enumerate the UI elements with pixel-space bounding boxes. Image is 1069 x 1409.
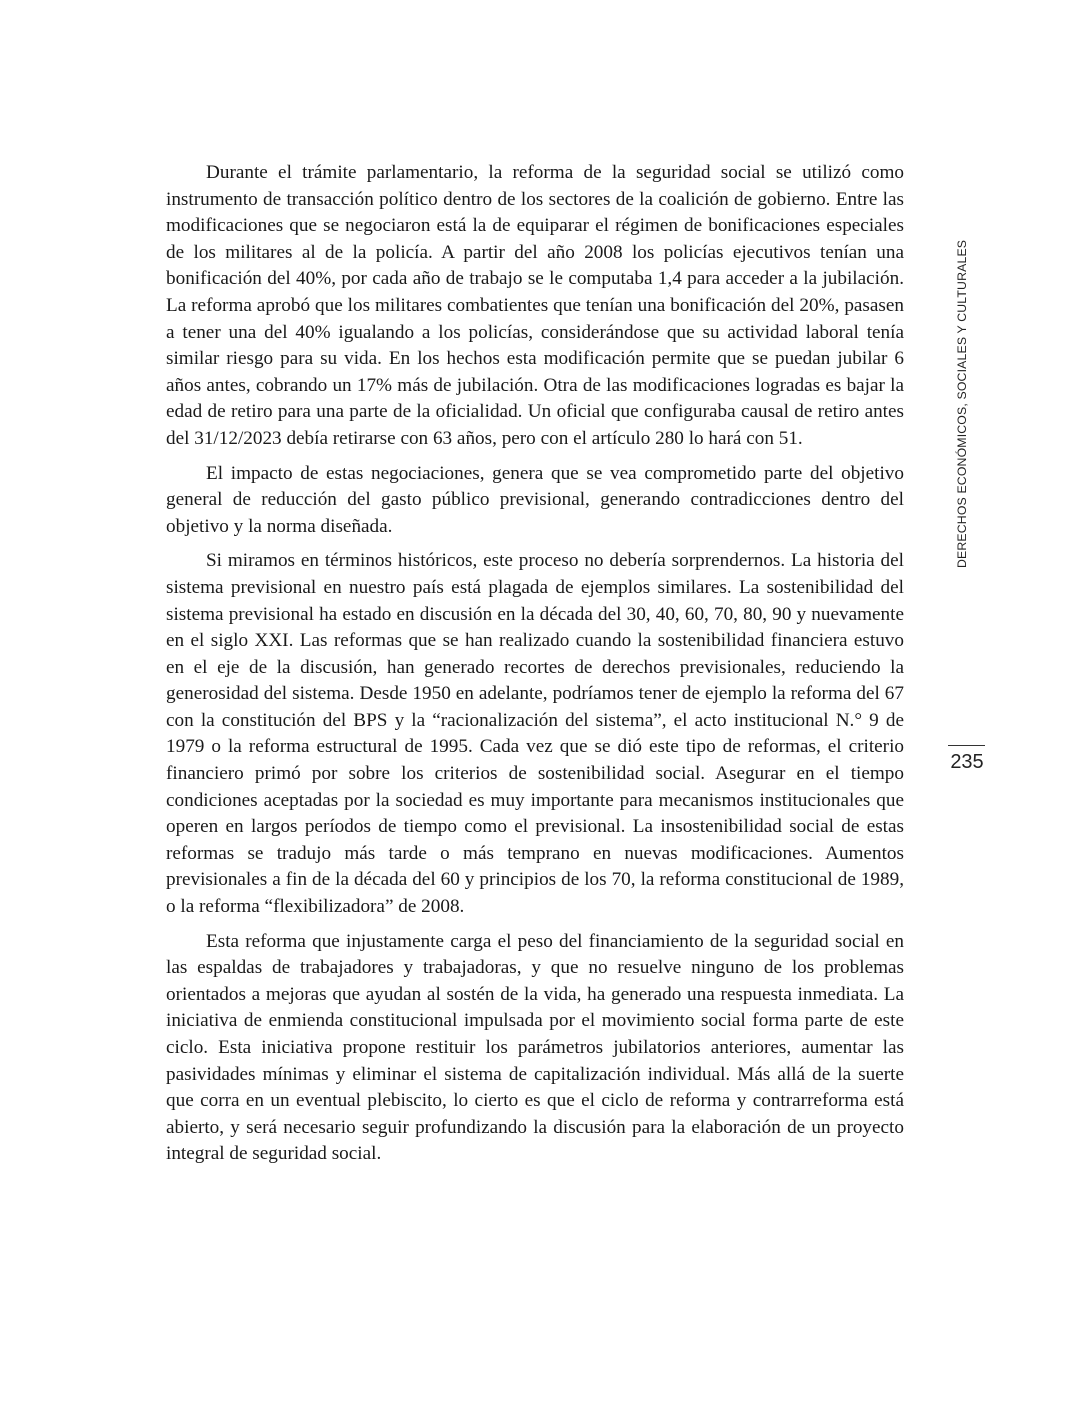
page-number: 235 [950, 751, 984, 773]
paragraph-3: Si miramos en términos históricos, este proceso no debería sorprendernos. La historia del sistema previsional en nuestro país está plagada de ejemplos similares. La sostenibilidad del sistema previsional ha estado en discusión en la década del 30, 40, 60, 70, 80, 90 y nuevamente en el siglo XXI. Las reformas que se han realizado cuando la sostenibilidad financiera estuvo en el eje de la discusión, han generado recortes de derechos previsionales, reduciendo la generosidad del sistema. Desde 1950 en adelante, podríamos tener de ejemplo la reforma del 67 con la constitución del BPS y la “racionalización del sistema”, el acto institucional N.° 9 de 1979 o la reforma estructural de 1995. Cada vez que se dió este tipo de reformas, el criterio financiero primó por sobre los criterios de sostenibilidad social. Asegurar en el tiempo condiciones aceptadas por la sociedad es muy importante para mecanismos institucionales que operen en largos períodos de tiempo como el previsional. La insostenibilidad social de estas reformas se tradujo más tarde o más temprano en nuevas modificaciones. Aumentos previsionales a fin de la década del 60 y principios de los 70, la reforma constitucional de 1989, o la reforma “flexibilizadora” de 2008. [166, 550, 904, 918]
paragraph-1: Durante el trámite parlamentario, la reforma de la seguridad social se utilizó como instrumento de transacción político dentro de los sectores de la coalición de gobierno. Entre las modificaciones que se negociaron está la de equiparar el régimen de bonificaciones especiales de los militares al de la policía. A partir del año 2008 los policías ejecutivos tenían una bonificación del 40%, por cada año de trabajo se le computaba 1,4 para acceder a la jubilación. La reforma aprobó que los militares combatientes que tenían una bonificación del 20%, pasasen a tener una del 40% igualando a los policías, considerándose que su actividad laboral tenía similar riesgo para su vida. En los hechos esta modificación permite que se puedan jubilar 6 años antes, cobrando un 17% más de jubilación. Otra de las modificaciones logradas es bajar la edad de retiro para una parte de la oficialidad. Un oficial que configuraba causal de retiro antes del 31/12/2023 debía retirarse con 63 años, pero con el artículo 280 lo hará con 51. [166, 162, 904, 449]
paragraph-2: El impacto de estas negociaciones, genera que se vea comprometido parte del objetivo general de reducción del gasto público previsional, generando contradicciones dentro del objetivo y la norma diseñada. [166, 462, 904, 537]
running-section-title: DERECHOS ECONÓMICOS, SOCIALES Y CULTURALES [955, 239, 969, 568]
paragraph-4: Esta reforma que injustamente carga el peso del financiamiento de la seguridad social en las espaldas de trabajadores y trabajadoras, y que no resuelve ninguno de los problemas orientados a mejoras que ayudan al sostén de la vida, ha generado una respuesta inmediata. La iniciativa de enmienda constitucional impulsada por el movimiento social forma parte de este ciclo. Esta iniciativa propone restituir los parámetros jubilatorios anteriores, aumentar las pasividades mínimas y eliminar el sistema de capitalización individual. Más allá de la suerte que corra en un eventual plebiscito, lo cierto es que el ciclo de reforma y contrarreforma está abierto, y será necesario seguir profundizando la discusión para la elaboración de un proyecto integral de seguridad social. [166, 930, 904, 1165]
body-text [166, 160, 904, 1176]
page-number-rule [948, 745, 985, 746]
